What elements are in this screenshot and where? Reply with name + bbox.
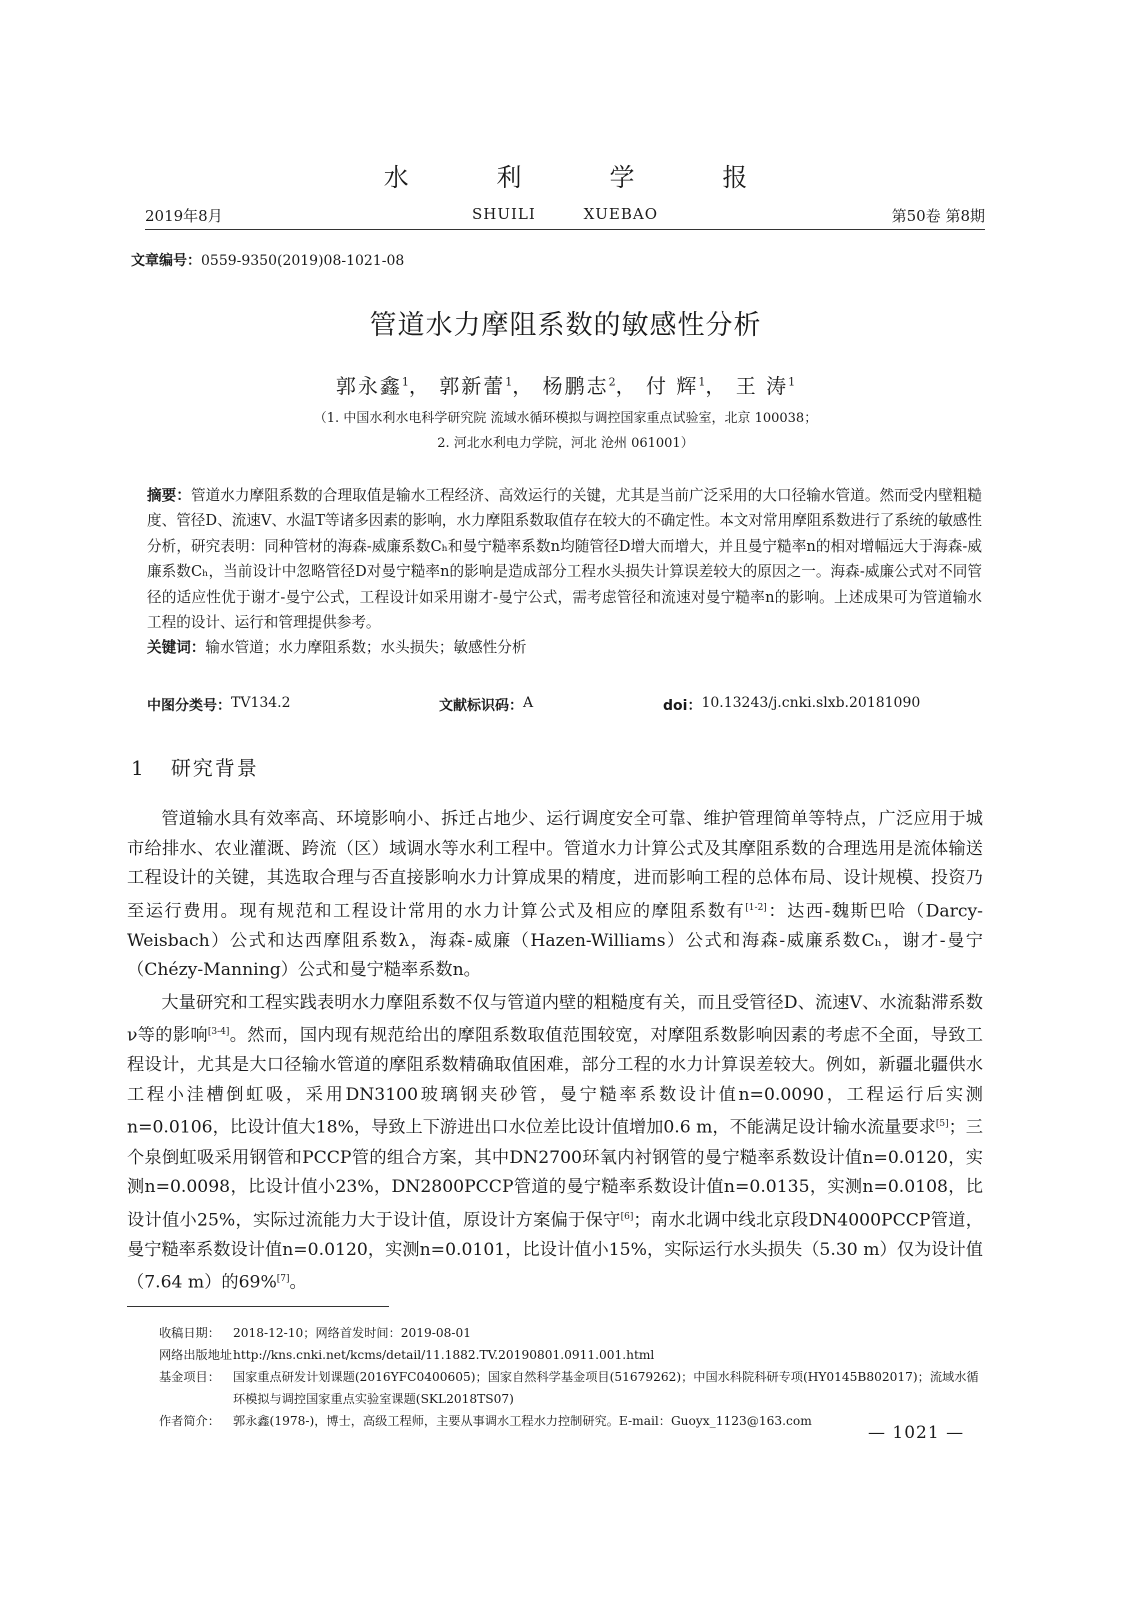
paragraph-text: 。: [289, 1273, 307, 1294]
author-name: 付 辉: [646, 374, 699, 398]
doi: [663, 695, 921, 715]
section-number: 1: [131, 756, 146, 780]
doi-label: doi：: [663, 698, 702, 714]
footnote-text: 2018-12-10；网络首发时间：2019-08-01: [233, 1326, 472, 1340]
paper-title: 管道水力摩阻系数的敏感性分析: [369, 310, 762, 341]
section-heading: [131, 752, 259, 781]
footnote-label: 作者简介：: [159, 1414, 220, 1428]
document-code-value: A: [523, 695, 534, 711]
body-paragraph: [127, 989, 983, 1299]
author-list: [0, 370, 1131, 399]
running-header: [145, 205, 985, 227]
citation-mark: [5]: [935, 1119, 949, 1130]
footnote-label: 收稿日期：: [159, 1326, 220, 1340]
author-name: 王 涛: [735, 374, 789, 398]
classification: [147, 695, 291, 715]
footnote-online-url: [159, 1344, 989, 1366]
abstract-label: 摘要：: [147, 487, 191, 504]
keywords-text: 输水管道；水力摩阻系数；水头损失；敏感性分析: [205, 639, 527, 657]
document-code-label: 文献标识码：: [439, 698, 523, 714]
author-affiliation-mark: 1: [505, 375, 513, 389]
citation-mark: [7]: [276, 1274, 290, 1285]
keywords: [147, 635, 982, 660]
body-text: [127, 805, 983, 1299]
article-number-label: 文章编号：: [131, 253, 201, 269]
body-paragraph: [127, 805, 983, 986]
footnotes: [159, 1322, 989, 1432]
footnote-label: 网络出版地址：: [159, 1348, 245, 1362]
doi-value: 10.13243/j.cnki.slxb.20181090: [701, 695, 921, 711]
journal-latin-name: SHUILI XUEBAO: [471, 205, 658, 223]
affiliation-1: （1. 中国水利水电科学研究院 流域水循环模拟与调控国家重点试验室，北京 100038；: [313, 411, 818, 426]
paragraph-text: ；三个泉倒虹吸采用钢管和PCCP管的组合方案，其中DN2700环氧内衬钢管的曼宁糙率系数设计值n=0.0120，实测n=0.0098，比设计值小23%，DN2800PCCP管道的曼宁糙率系数设计值n=0.0135，实测n=0.0108，比设计值小25%，实际过流能力大于设计值，原设计方案偏于保守: [127, 1118, 983, 1231]
author-separator: ，: [705, 374, 728, 398]
author-affiliation-mark: 1: [788, 375, 796, 389]
author-affiliation-mark: 1: [698, 375, 706, 389]
author-affiliation-mark: 2: [608, 375, 616, 389]
journal-title: 水 利 学 报: [383, 163, 788, 192]
page-number: — 1021 —: [868, 1423, 965, 1443]
paragraph-text: 管道输水具有效率高、环境影响小、拆迁占地少、运行调度安全可靠、维护管理简单等特点，广泛应用于城市给排水、农业灌溉、跨流（区）域调水等水利工程中。管道水力计算公式及其摩阻系数的合理选用是流体输送工程设计的关键，其选取合理与否直接影响水力计算成果的精度，进而影响工程的总体布局、设计规模、投资乃至运行费用。现有规范和工程设计常用的水力计算公式及相应的摩阻系数有: [127, 809, 983, 922]
abstract-paragraph: [147, 483, 982, 635]
article-number: [131, 250, 404, 270]
paragraph-text: ：达西-魏斯巴哈（Darcy-Weisbach）公式和达西摩阻系数λ，海森-威廉（Hazen-Williams）公式和海森-威廉系数Cₕ，谢才-曼宁（Chézy-Manning）公式和曼宁糙率系数n。: [127, 901, 983, 981]
author-name: 郭永鑫: [335, 374, 402, 398]
author-separator: ，: [615, 374, 638, 398]
abstract-text: 管道水力摩阻系数的合理取值是输水工程经济、高效运行的关键，尤其是当前广泛采用的大口径输水管道。然而受内壁粗糙度、管径D、流速V、水温T等诸多因素的影响，水力摩阻系数取值存在较大的不确定性。本文对常用摩阻系数进行了系统的敏感性分析，研究表明：同种管材的海森-威廉系数Cₕ和曼宁糙率系数n均随管径D增大而增大，并且曼宁糙率n的相对增幅远大于海森-威廉系数Cₕ，当前设计中忽略管径D对曼宁糙率n的影响是造成部分工程水头损失计算误差较大的原因之一。海森-威廉公式对不同管径的适应性优于谢才-曼宁公式，工程设计如采用谢才-曼宁公式，需考虑管径和流速对曼宁糙率n的影响。上述成果可为管道输水工程的设计、运行和管理提供参考。: [147, 487, 982, 632]
footnote-text: 国家重点研发计划课题(2016YFC0400605)；国家自然科学基金项目(51679262)；中国水科院科研专项(HY0145B802017)；流域水循环模拟与调控国家重点实验室课题(SKL2018TS07): [233, 1370, 979, 1406]
footnote-text: http://kns.cnki.net/kcms/detail/11.1882.TV.20190801.0911.001.html: [233, 1348, 655, 1362]
classification-row: [147, 695, 982, 717]
abstract: [147, 483, 982, 661]
footnote-author-bio: [159, 1410, 989, 1432]
footnote-label: 基金项目：: [159, 1370, 220, 1384]
author-name: 郭新蕾: [439, 374, 506, 398]
keywords-label: 关键词：: [147, 639, 206, 657]
footnote-text: 郭永鑫(1978-)，博士，高级工程师，主要从事调水工程水力控制研究。E-mail：Guoyx_1123@163.com: [233, 1414, 812, 1428]
footnote-divider: [127, 1306, 389, 1307]
section-title: 研究背景: [170, 756, 259, 780]
footnote-funding: [159, 1366, 989, 1410]
affiliation-2: 2. 河北水利电力学院，河北 沧州 061001）: [437, 436, 694, 451]
citation-mark: [1-2]: [745, 902, 767, 913]
document-code: [439, 695, 534, 715]
paragraph-text: 大量研究和工程实践表明水力摩阻系数不仅与管道内壁的粗糙度有关，而且受管径D、流速V、水流黏滞系数ν等的影响: [127, 992, 983, 1046]
citation-mark: [6]: [620, 1211, 634, 1222]
author-name: 杨鹏志: [542, 374, 609, 398]
volume-issue: 第50卷 第8期: [891, 207, 985, 225]
author-separator: ，: [512, 374, 535, 398]
author-affiliation-mark: 1: [401, 375, 409, 389]
header-divider: [145, 229, 985, 230]
citation-mark: [3-4]: [207, 1027, 230, 1038]
classification-value: TV134.2: [231, 695, 291, 711]
classification-label: 中图分类号：: [147, 698, 231, 714]
author-separator: ，: [408, 374, 431, 398]
article-number-value: 0559-9350(2019)08-1021-08: [201, 253, 405, 269]
issue-date: 2019年8月: [145, 207, 223, 225]
footnote-received: [159, 1322, 989, 1344]
paragraph-text: ；南水北调中线北京段DN4000PCCP管道，曼宁糙率系数设计值n=0.0120，实测n=0.0101，比设计值小15%，实际运行水头损失（5.30 m）仅为设计值（7.64 m）的69%: [127, 1210, 983, 1294]
paragraph-text: 。然而，国内现有规范给出的摩阻系数取值范围较宽，对摩阻系数影响因素的考虑不全面，导致工程设计，尤其是大口径输水管道的摩阻系数精确取值困难，部分工程的水力计算误差较大。例如，新疆北疆供水工程小洼槽倒虹吸，采用DN3100玻璃钢夹砂管，曼宁糙率系数设计值n=0.0090，工程运行后实测n=0.0106，比设计值大18%，导致上下游进出口水位差比设计值增加0.6 m，不能满足设计输水流量要求: [127, 1025, 983, 1139]
